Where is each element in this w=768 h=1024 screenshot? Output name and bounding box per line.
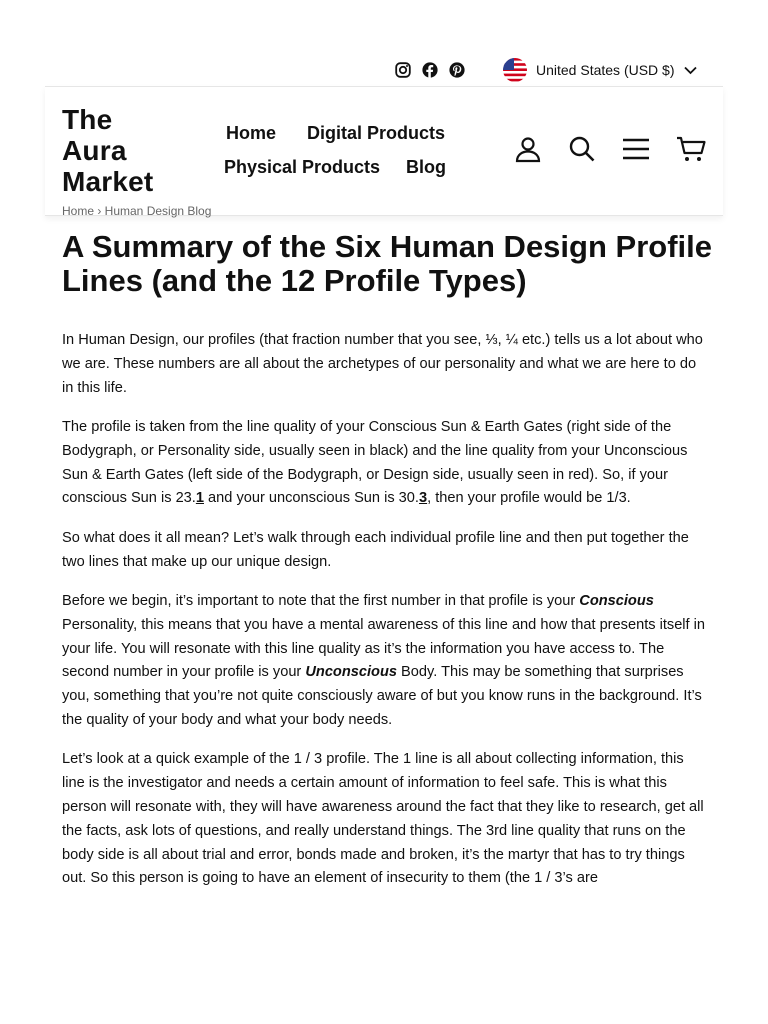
site-header <box>45 86 723 216</box>
logo-line: Aura <box>62 135 127 166</box>
cart-icon[interactable] <box>676 135 706 168</box>
us-flag-icon <box>503 58 527 82</box>
facebook-icon[interactable] <box>421 61 438 78</box>
search-icon[interactable] <box>568 135 596 168</box>
text-run: Personality, this means that you have a mental awareness of this line and how that presents itself in your life. You will resonate with this line quality as it’s the information you have access to. The second number in your profile is your <box>62 616 706 681</box>
social-links <box>394 61 465 78</box>
emphasis-unconscious: Unconscious <box>305 664 397 681</box>
text-run: Before we begin, it’s important to note that the first number in that profile is your <box>62 592 580 609</box>
underlined-number: 1 <box>195 490 204 507</box>
text-run: The profile is taken from the line quality of your Conscious Sun & Earth Gates (right side of the Bodygraph, or Personality side, usually seen in black) and the line quality from your Unconscious Sun & Earth Gates (left side of the Bodygraph, or Design side, usually seen in red). So, if your conscious Sun is 23. <box>62 418 688 507</box>
paragraph: Let’s look at a quick example of the 1 / 3 profile. The 1 line is all about collecting information, this line is the investigator and needs a certain amount of information to feel safe. This is what this person will resonate with, they will have awareness around the fact that they like to research, get all the facts, ask lots of questions, and really understand things. The 3rd line quality that runs on the body side is all about trial and error, bonds made and broken, it’s the martyr that has to try things out. So this person is going to have an element of insecurity to them (the 1 / 3’s are <box>62 751 704 887</box>
paragraph <box>62 416 710 511</box>
currency-selector[interactable] <box>503 58 697 82</box>
paragraph: In Human Design, our profiles (that fraction number that you see, ⅓, ¼ etc.) tells us a lot about who we are. These numbers are all about the archetypes of our personality and what we are here to do in this life. <box>62 332 703 396</box>
article-title: A Summary of the Six Human Design Profile Lines (and the 12 Profile Types) <box>62 229 712 298</box>
logo-line: The <box>62 104 113 135</box>
article-body <box>62 329 710 889</box>
underlined-number: 3 <box>418 490 428 507</box>
paragraph: So what does it all mean? Let’s walk through each individual profile line and then put together the two lines that make up our unique design. <box>62 529 689 570</box>
breadcrumb[interactable]: Home › Human Design Blog <box>62 204 212 218</box>
logo-line: Market <box>62 166 154 197</box>
nav-digital-products[interactable]: Digital Products <box>307 123 446 143</box>
top-utility-bar <box>0 56 768 84</box>
paragraph <box>62 590 710 733</box>
nav-home[interactable]: Home <box>226 123 277 143</box>
site-logo[interactable] <box>62 104 182 197</box>
emphasis-conscious: Conscious <box>579 592 654 609</box>
text-run: , then your profile would be 1/3. <box>427 490 631 507</box>
nav-physical-products[interactable]: Physical Products <box>224 157 381 177</box>
chevron-down-icon <box>684 62 697 78</box>
pinterest-icon[interactable] <box>448 61 465 78</box>
account-icon[interactable] <box>514 135 542 168</box>
text-run: Body. This may be something that surprises you, something that you’re not quite consciously aware of but you know runs in the background. It’s the quality of your body and what your body needs. <box>62 664 702 728</box>
text-run: and your unconscious Sun is 30. <box>203 490 419 507</box>
menu-icon[interactable] <box>622 135 650 168</box>
currency-label: United States (USD $) <box>536 62 675 78</box>
nav-blog[interactable]: Blog <box>406 157 446 177</box>
instagram-icon[interactable] <box>394 61 411 78</box>
